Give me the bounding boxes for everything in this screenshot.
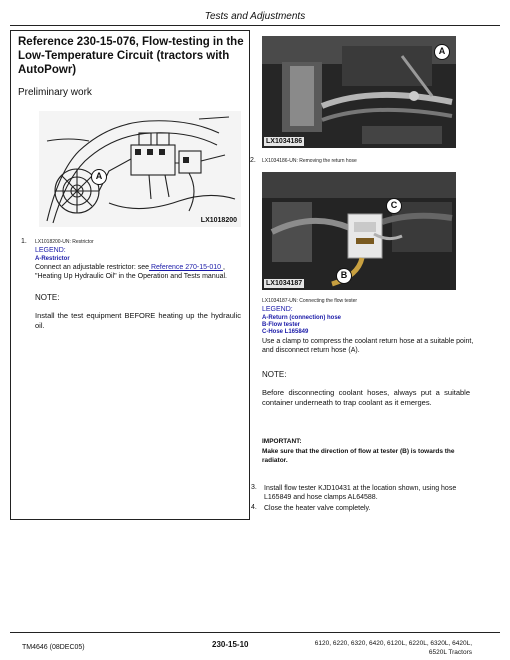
footer-divider xyxy=(10,632,500,633)
preliminary-heading: Preliminary work xyxy=(18,87,92,98)
return-hose-photo xyxy=(262,36,456,148)
important-label: IMPORTANT: xyxy=(262,438,302,445)
flow-tester-photo xyxy=(262,172,456,290)
step1-text-after: , "Heating Up Hydraulic Oil" in the Operation and Tests manual. xyxy=(35,264,227,280)
page-header-title: Tests and Adjustments xyxy=(204,11,306,22)
flow-tester-drawing xyxy=(262,172,456,290)
left-section-box xyxy=(10,30,250,520)
step2-number: 2. xyxy=(250,157,256,164)
figure1-legend-title: LEGEND: xyxy=(35,247,66,254)
note1-text: Install the test equipment BEFORE heating up the hydraulic oil. xyxy=(35,311,241,330)
figure3-caption: LX1034187-UN: Connecting the flow tester xyxy=(262,298,358,304)
figure3-legend-title: LEGEND: xyxy=(262,306,293,313)
figure2-code: LX1034186 xyxy=(266,138,303,145)
note1-label: NOTE: xyxy=(35,293,60,302)
step1-number: 1. xyxy=(21,238,27,245)
note2-text: Before disconnecting coolant hoses, always put a suitable container underneath to trap coolant as it emerges. xyxy=(262,388,470,407)
footer-models-line1: 6120, 6220, 6320, 6420, 6120L, 6220L, 6320L, 6420L, xyxy=(314,640,472,647)
step3-text: Install flow tester KJD10431 at the location shown, using hose L165849 and hose clamps AL64588. xyxy=(264,485,457,501)
figure3-code: LX1034187 xyxy=(266,280,303,287)
header-divider xyxy=(10,25,500,26)
step1-text xyxy=(35,263,245,281)
figure1-code: LX1018200 xyxy=(200,217,237,224)
figure1-callout-a: A xyxy=(91,169,107,185)
figure3-callout-b: B xyxy=(336,268,352,284)
reference-link[interactable]: Reference 270-15-010 xyxy=(149,264,223,271)
footer-page-number: 230-15-10 xyxy=(212,640,249,649)
figure2-callout-a: A xyxy=(434,44,450,60)
step4-text: Close the heater valve completely. xyxy=(264,505,371,512)
footer-manual-id: TM4646 (08DEC05) xyxy=(22,644,85,651)
restrictor-photo xyxy=(39,111,241,227)
return-hose-drawing xyxy=(262,36,456,148)
section-title: Reference 230-15-076, Flow-testing in the Low-Temperature Circuit (tractors with AutoPowr) xyxy=(18,36,244,76)
figure2-caption: LX1034186-UN: Removing the return hose xyxy=(262,158,357,164)
note2-label: NOTE: xyxy=(262,370,287,379)
step1-text-before: Connect an adjustable restrictor: see xyxy=(35,264,150,271)
figure3-legend-item-b: B-Flow tester xyxy=(262,322,301,328)
figure1-caption: LX1018200-UN: Restrictor xyxy=(35,239,94,245)
step3-number: 3. xyxy=(251,484,257,491)
footer-models xyxy=(292,639,472,657)
figure3-legend-item-c: C-Hose L165849 xyxy=(262,329,309,335)
figure3-callout-c: C xyxy=(386,198,402,214)
figure3-text: Use a clamp to compress the coolant return hose at a suitable point, and disconnect return hose (A). xyxy=(262,338,474,354)
restrictor-line-drawing xyxy=(39,111,241,227)
step4-number: 4. xyxy=(251,504,257,511)
footer-models-line2: 6520L Tractors xyxy=(428,649,472,656)
figure3-legend-item-a: A-Return (connection) hose xyxy=(262,315,341,321)
important-text: Make sure that the direction of flow at tester (B) is towards the radiator. xyxy=(262,448,455,464)
figure1-legend-item: A-Restrictor xyxy=(35,256,70,262)
